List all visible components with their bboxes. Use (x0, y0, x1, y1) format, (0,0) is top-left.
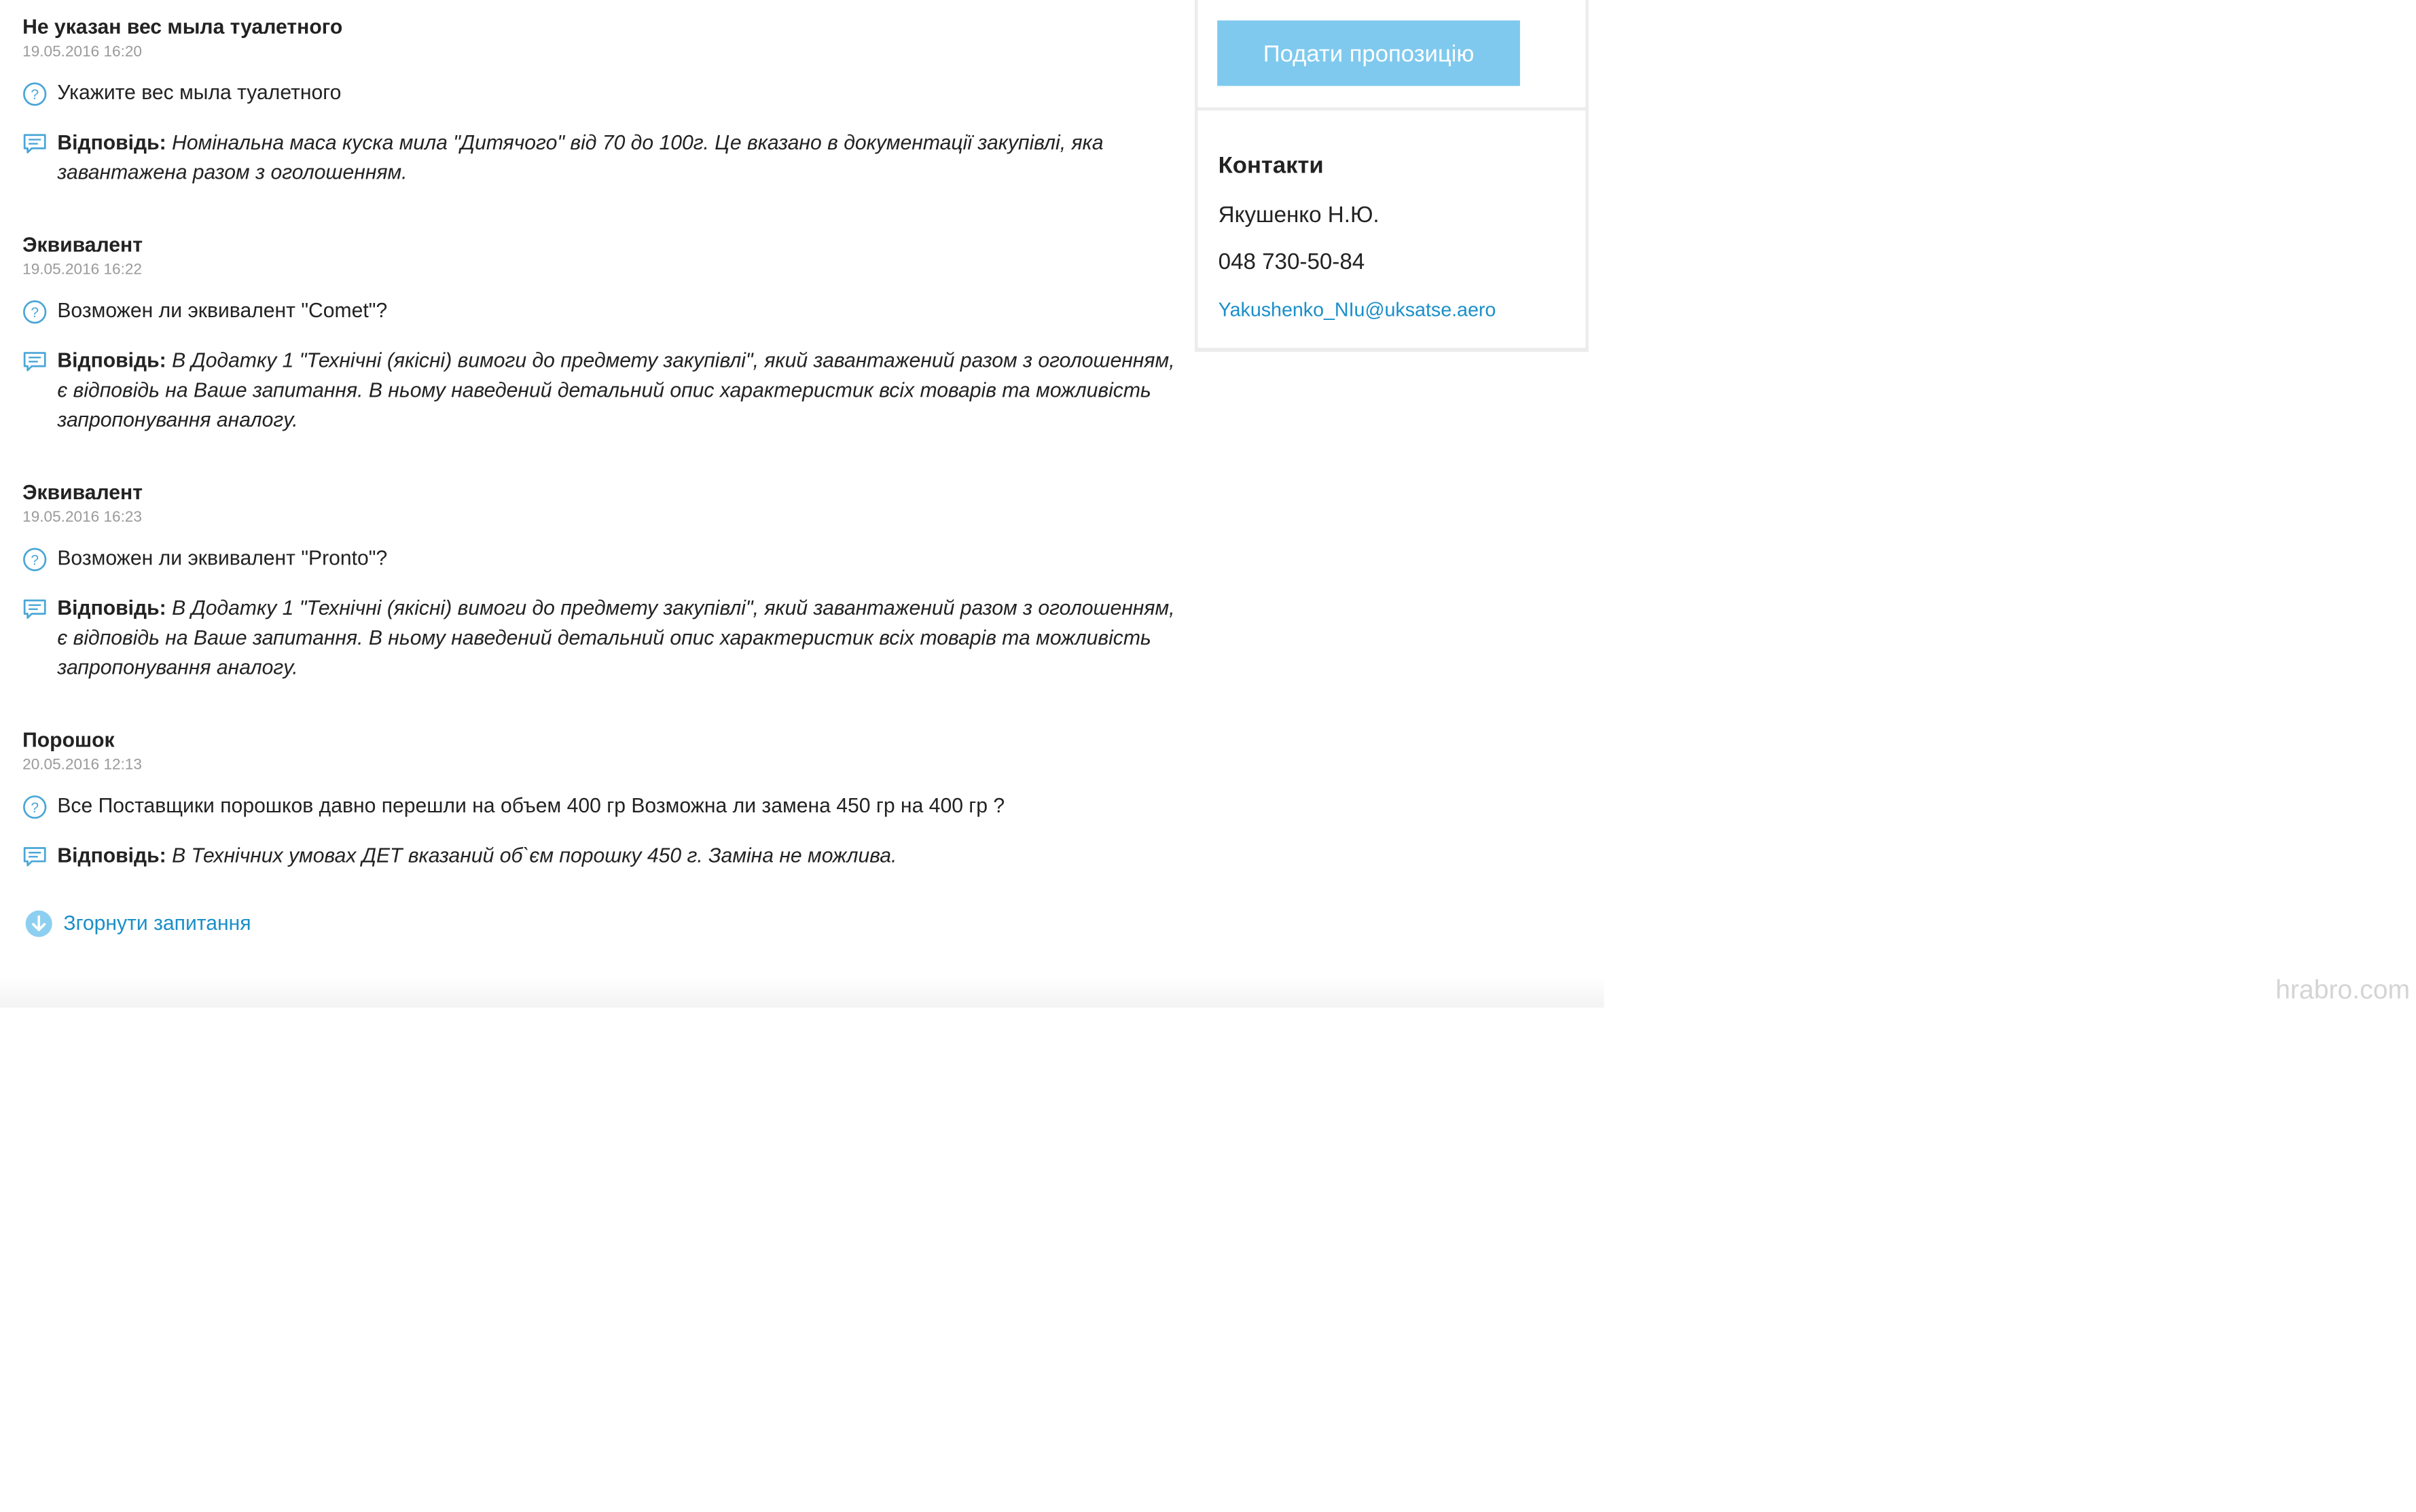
question-title: Не указан вес мыла туалетного (22, 16, 343, 39)
question-circle-icon (22, 547, 47, 572)
answer-label: Відповідь: (57, 597, 166, 620)
svg-text:?: ? (31, 304, 39, 321)
answer-body: В Додатку 1 "Технічні (якісні) вимоги до предмету закупівлі", який завантажений разом з оголошенням, є відповідь на Ваше запитання. В ньому наведений детальний опис характеристик всіх товарів та можливість запропонування аналогу. (57, 597, 1175, 679)
speech-bubble-icon (22, 845, 47, 869)
answer-label: Відповідь: (57, 350, 166, 373)
question-text: Укажите вес мыла туалетного (57, 82, 342, 105)
collapse-questions-label[interactable]: Згорнути запитання (63, 912, 251, 935)
question-item (22, 232, 1178, 436)
arrow-down-circle-icon[interactable] (24, 910, 53, 938)
answer-row (22, 129, 1178, 188)
collapse-questions-link[interactable] (22, 910, 1178, 938)
questions-list (22, 14, 1178, 938)
question-date: 19.05.2016 16:22 (22, 261, 143, 278)
svg-text:?: ? (31, 552, 39, 569)
question-row (22, 792, 1178, 822)
question-date: 19.05.2016 16:20 (22, 43, 143, 60)
answer-text (57, 347, 1178, 436)
question-text: Возможен ли эквивалент "Pronto"? (57, 547, 388, 570)
question-circle-icon (22, 82, 47, 106)
svg-text:?: ? (31, 799, 39, 816)
contacts-section (1198, 111, 1586, 323)
contact-email-link[interactable]: Yakushenko_NIu@uksatse.aero (1218, 300, 1496, 321)
question-text: Все Поставщики порошков давно перешли на объем 400 гр Возможна ли замена 450 гр на 400 гр ? (57, 795, 1005, 818)
question-row (22, 79, 1178, 109)
question-date: 20.05.2016 12:13 (22, 755, 143, 774)
question-title: Порошок (22, 729, 115, 752)
question-item (22, 14, 1178, 188)
question-date: 19.05.2016 16:23 (22, 508, 143, 526)
answer-text (57, 129, 1178, 188)
question-item (22, 480, 1178, 683)
sidebar (1195, 0, 1589, 352)
answer-text (57, 842, 897, 871)
watermark: hrabro.com (2275, 973, 2411, 1005)
question-title: Эквивалент (22, 482, 143, 505)
answer-body: В Технічних умовах ДЕТ вказаний об`єм порошку 450 г. Заміна не можлива. (172, 844, 897, 868)
svg-text:?: ? (31, 87, 39, 103)
question-row (22, 544, 1178, 574)
answer-row (22, 347, 1178, 436)
question-title: Эквивалент (22, 234, 143, 257)
question-circle-icon (22, 300, 47, 324)
contacts-title: Контакти (1218, 151, 1324, 179)
answer-body: В Додатку 1 "Технічні (якісні) вимоги до предмету закупівлі", який завантажений разом з оголошенням, є відповідь на Ваше запитання. В ньому наведений детальний опис характеристик всіх товарів та можливість запропонування аналогу. (57, 350, 1175, 432)
speech-bubble-icon (22, 598, 47, 622)
footer-fade (0, 977, 1604, 1007)
question-circle-icon (22, 795, 47, 819)
speech-bubble-icon (22, 132, 47, 156)
answer-body: Номінальна маса куска мила "Дитячого" від 70 до 100г. Це вказано в документації закупівлі, яка завантажена разом з оголошенням. (57, 132, 1104, 185)
question-item (22, 727, 1178, 871)
submit-proposal-button[interactable]: Подати пропозицію (1217, 20, 1520, 86)
speech-bubble-icon (22, 350, 47, 374)
answer-text (57, 594, 1178, 683)
submit-section (1198, 0, 1586, 111)
question-row (22, 297, 1178, 327)
answer-label: Відповідь: (57, 844, 166, 868)
answer-row (22, 842, 1178, 871)
contact-phone: 048 730-50-84 (1218, 248, 1365, 274)
answer-row (22, 594, 1178, 683)
answer-label: Відповідь: (57, 132, 166, 155)
question-text: Возможен ли эквивалент "Comet"? (57, 300, 388, 323)
contact-name: Якушенко Н.Ю. (1218, 201, 1380, 228)
